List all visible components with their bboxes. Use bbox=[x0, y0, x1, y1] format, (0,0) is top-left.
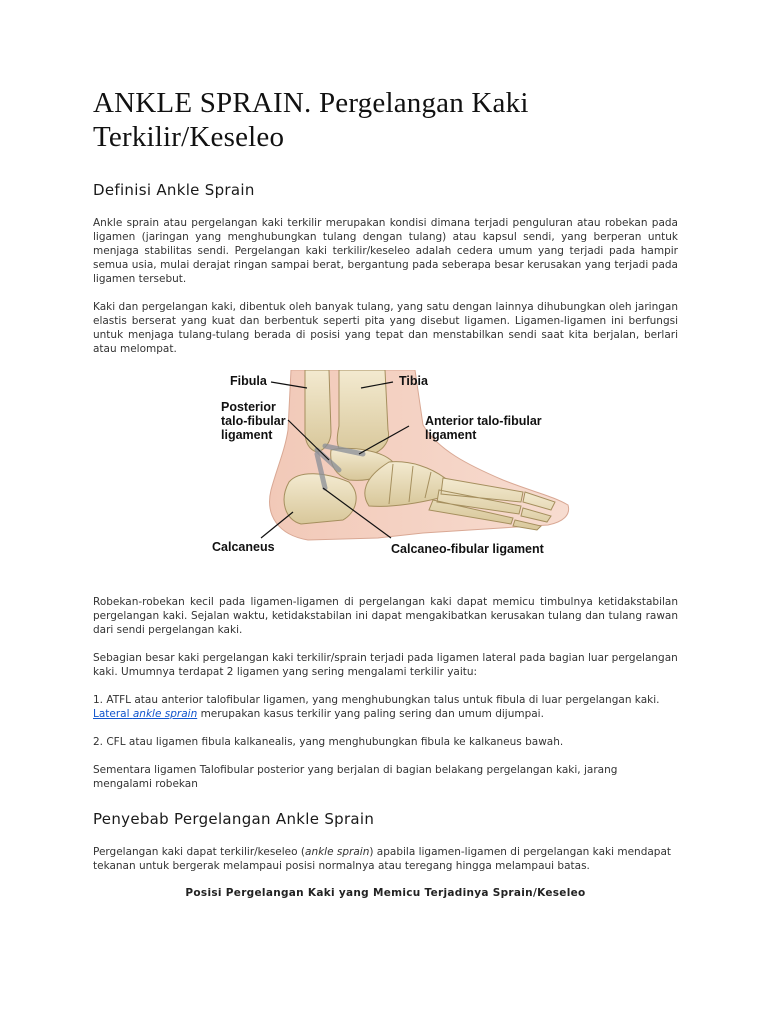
penyebab-text-after: ) apabila ligamen-ligamen di pergelangan kaki mendapat tekanan untuk bergerak melampaui posisi normalnya atau teregang hingga melampaui batas. bbox=[93, 846, 672, 872]
heading-penyebab: Penyebab Pergelangan Ankle Sprain bbox=[93, 810, 375, 828]
label-anterior-1: Anterior talo-fibular bbox=[425, 414, 542, 428]
foot-illustration bbox=[93, 370, 678, 575]
label-anterior-2: ligament bbox=[425, 428, 477, 442]
paragraph-sementara: Sementara ligamen Talofibular posterior yang berjalan di bagian belakang pergelangan kaki, jarang mengalami robekan bbox=[93, 764, 618, 790]
label-posterior-1: Posterior bbox=[221, 400, 276, 414]
label-posterior-3: ligament bbox=[221, 428, 273, 442]
figure-caption: Posisi Pergelangan Kaki yang Memicu Terjadinya Sprain/Keseleo bbox=[185, 887, 586, 899]
document-title: ANKLE SPRAIN. Pergelangan Kaki Terkilir/Keseleo bbox=[93, 87, 529, 153]
paragraph-atfl bbox=[93, 693, 678, 721]
label-posterior-2: talo-fibular bbox=[221, 414, 286, 428]
paragraph-penyebab bbox=[93, 845, 678, 873]
ankle-anatomy-figure bbox=[93, 370, 678, 575]
atfl-text-before: 1. ATFL atau anterior talofibular ligamen, yang menghubungkan talus untuk fibula di luar pergelangan kaki. bbox=[93, 694, 660, 706]
link-ankle-sprain: ankle sprain bbox=[132, 708, 198, 720]
label-tibia: Tibia bbox=[399, 374, 428, 388]
lateral-ankle-sprain-link[interactable] bbox=[93, 708, 197, 720]
label-calcaneo-fibular: Calcaneo-fibular ligament bbox=[391, 542, 544, 556]
penyebab-italic: ankle sprain bbox=[305, 846, 370, 858]
heading-definisi: Definisi Ankle Sprain bbox=[93, 181, 255, 199]
penyebab-text-before: Pergelangan kaki dapat terkilir/keseleo ( bbox=[93, 846, 306, 858]
paragraph-sebagian-besar: Sebagian besar kaki pergelangan kaki terkilir/sprain terjadi pada ligamen lateral pada bagian luar pergelangan kaki. Umumnya terdapat 2 ligamen yang sering mengalami terkilir yaitu: bbox=[93, 652, 678, 678]
tibia-bone bbox=[337, 370, 388, 456]
link-lateral: Lateral bbox=[93, 708, 130, 720]
paragraph-cfl: 2. CFL atau ligamen fibula kalkanealis, yang menghubungkan fibula ke kalkaneus bawah. bbox=[93, 736, 564, 748]
label-fibula: Fibula bbox=[230, 374, 267, 388]
calcaneus-bone bbox=[284, 474, 356, 524]
paragraph-definisi-1: Ankle sprain atau pergelangan kaki terkilir merupakan kondisi dimana terjadi penguluran atau robekan pada ligamen (jaringan yang menghubungkan tulang dengan tulang) atau kapsul sendi, yang berperan untuk menjaga stabilitas sendi. Pergelangan kaki terkilir/keseleo adalah cedera umum yang terjadi pada hampir semua usia, mulai derajat ringan sampai berat, bergantung pada seberapa besar kerusakan yang terjadi pada ligamen tersebut. bbox=[93, 217, 678, 285]
document-page bbox=[93, 86, 678, 899]
label-calcaneus: Calcaneus bbox=[212, 540, 275, 554]
atfl-text-after: merupakan kasus terkilir yang paling sering dan umum dijumpai. bbox=[200, 708, 544, 720]
paragraph-robekan: Robekan-robekan kecil pada ligamen-ligamen di pergelangan kaki dapat memicu timbulnya ketidakstabilan pergelangan kaki. Sejalan waktu, ketidakstabilan ini dapat mengakibatkan kerusakan tulang dan tulang rawan dari sendi pergelangan kaki. bbox=[93, 596, 678, 636]
paragraph-definisi-2: Kaki dan pergelangan kaki, dibentuk oleh banyak tulang, yang satu dengan lainnya dihubungkan oleh jaringan elastis berserat yang kuat dan berbentuk seperti pita yang disebut ligamen. Ligamen-ligamen ini berfungsi untuk menjaga tulang-tulang berada di posisi yang tepat dan menstabilkan sendi saat kita berjalan, berlari atau melompat. bbox=[93, 301, 678, 355]
